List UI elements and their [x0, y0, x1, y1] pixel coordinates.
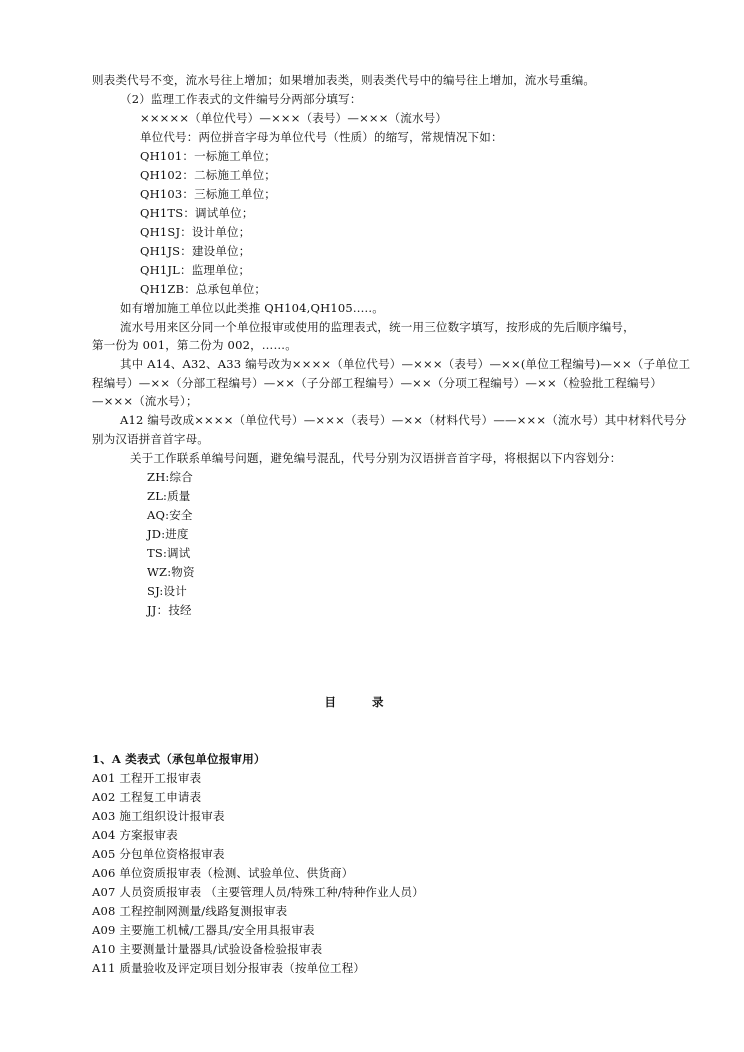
text-line: 别为汉语拼音首字母。: [92, 432, 209, 446]
toc-item: A03 施工组织设计报审表: [92, 809, 225, 823]
toc-item: A09 主要施工机械/工器具/安全用具报审表: [92, 923, 315, 937]
toc-item: A06 单位资质报审表（检测、试验单位、供货商）: [92, 866, 354, 880]
code-item: SJ:设计: [147, 584, 187, 598]
code-item: JD:进度: [147, 527, 189, 541]
text-line: QH102：二标施工单位；: [140, 168, 277, 182]
toc-item: A04 方案报审表: [92, 828, 178, 842]
text-line: 第一份为 001，第二份为 002，……。: [92, 338, 297, 352]
code-item: TS:调试: [147, 546, 191, 560]
code-item: ZL:质量: [147, 489, 191, 503]
text-line: —×××（流水号）；: [92, 394, 198, 408]
toc-item: A01 工程开工报审表: [92, 771, 202, 785]
text-line: QH1TS：调试单位；: [140, 206, 254, 220]
text-line: 则表类代号不变，流水号往上增加；如果增加表类，则表类代号中的编号往上增加，流水号重编。: [92, 73, 596, 87]
text-line: 如有增加施工单位以此类推 QH104,QH105.....。: [120, 301, 384, 315]
text-line: （2）监理工作表式的文件编号分两部分填写：: [120, 92, 362, 106]
text-line: QH1ZB：总承包单位；: [140, 282, 267, 296]
toc-item: A08 工程控制网测量/线路复测报审表: [92, 904, 288, 918]
toc-section-heading: 1、A 类表式（承包单位报审用）: [92, 752, 266, 766]
toc-title: 目录: [324, 695, 420, 709]
text-line: 程编号）—××（分部工程编号）—××（子分部工程编号）—××（分项工程编号）—××（检验批工程编号）: [92, 376, 663, 390]
text-line: QH1JS：建设单位；: [140, 244, 251, 258]
text-line: QH101：一标施工单位；: [140, 149, 277, 163]
text-line: A12 编号改成××××（单位代号）—×××（表号）—××（材料代号）——×××（流水号）其中材料代号分: [120, 413, 687, 427]
code-item: WZ:物资: [147, 565, 195, 579]
toc-item: A07 人员资质报审表 （主要管理人员/特殊工种/特种作业人员）: [92, 885, 424, 899]
toc-item: A11 质量验收及评定项目划分报审表（按单位工程）: [92, 961, 366, 975]
toc-item: A10 主要测量计量器具/试验设备检验报审表: [92, 942, 323, 956]
code-item: AQ:安全: [147, 508, 193, 522]
toc-item: A02 工程复工申请表: [92, 790, 202, 804]
text-line: 关于工作联系单编号问题，避免编号混乱，代号分别为汉语拼音首字母，将根据以下内容划分：: [130, 451, 622, 465]
code-item: JJ：技经: [147, 603, 192, 617]
text-line: 其中 A14、A32、A33 编号改为××××（单位代号）—×××（表号）—××(单位工程编号)—××（子单位工: [120, 357, 691, 371]
text-line: ×××××（单位代号）—×××（表号）—×××（流水号）: [140, 111, 448, 125]
text-line: 单位代号：两位拼音字母为单位代号（性质）的缩写，常规情况下如：: [140, 130, 503, 144]
text-line: 流水号用来区分同一个单位报审或使用的监理表式，统一用三位数字填写，按形成的先后顺序编号，: [120, 320, 635, 334]
text-line: QH1SJ：设计单位；: [140, 225, 251, 239]
toc-item: A05 分包单位资格报审表: [92, 847, 225, 861]
text-line: QH1JL：监理单位；: [140, 263, 251, 277]
code-item: ZH:综合: [147, 470, 193, 484]
text-line: QH103：三标施工单位；: [140, 187, 277, 201]
